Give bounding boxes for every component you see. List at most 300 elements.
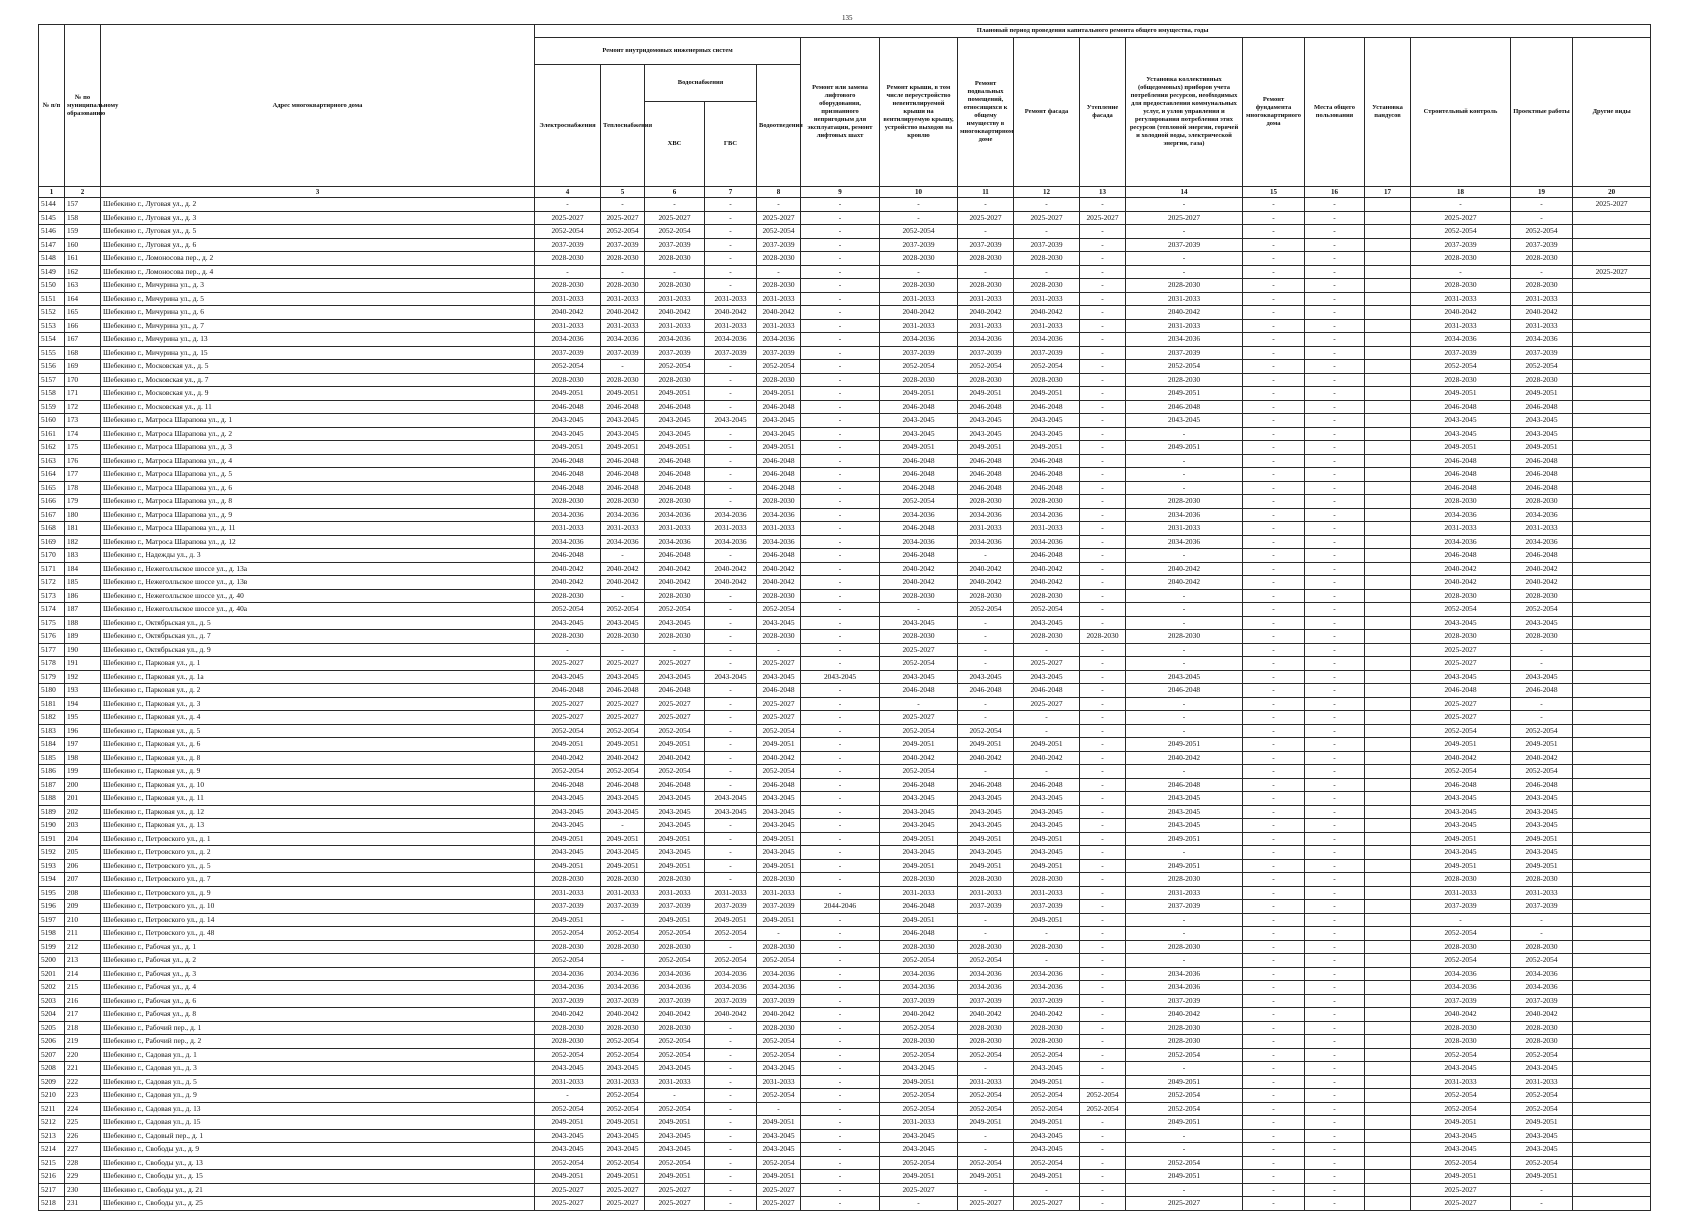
cell-design: 2046-2048 — [1511, 684, 1573, 698]
column-number: 19 — [1511, 187, 1573, 198]
cell-meters: 2049-2051 — [1126, 859, 1243, 873]
table-row — [39, 792, 1651, 806]
table-row — [39, 1116, 1651, 1130]
cell-row-num: 5189 — [39, 805, 65, 819]
cell-meters: - — [1126, 225, 1243, 239]
cell-lift: - — [801, 238, 880, 252]
cell-drain: 2049-2051 — [757, 859, 801, 873]
cell-control: 2046-2048 — [1411, 549, 1511, 563]
table-row — [39, 684, 1651, 698]
cell-address: Шебекино г., Матроса Шарапова ул., д. 11 — [101, 522, 535, 536]
cell-row-num: 5157 — [39, 373, 65, 387]
cell-heat: 2052-2054 — [601, 1035, 645, 1049]
cell-basement: 2046-2048 — [958, 400, 1014, 414]
cell-lift: - — [801, 684, 880, 698]
cell-control: 2028-2030 — [1411, 1035, 1511, 1049]
cell-foundation: - — [1243, 792, 1305, 806]
cell-address: Шебекино г., Парковая ул., д. 13 — [101, 819, 535, 833]
cell-meters: - — [1126, 198, 1243, 212]
cell-row-num: 5207 — [39, 1048, 65, 1062]
cell-facade: 2040-2042 — [1014, 562, 1080, 576]
cell-heat: 2025-2027 — [601, 657, 645, 671]
cell-facade: 2049-2051 — [1014, 832, 1080, 846]
cell-row-num: 5176 — [39, 630, 65, 644]
cell-foundation: - — [1243, 954, 1305, 968]
cell-electro: 2034-2036 — [535, 981, 601, 995]
cell-electro: 2046-2048 — [535, 481, 601, 495]
table-row — [39, 454, 1651, 468]
cell-design: 2043-2045 — [1511, 846, 1573, 860]
cell-meters: 2046-2048 — [1126, 400, 1243, 414]
cell-mun-num: 201 — [65, 792, 101, 806]
cell-control: 2028-2030 — [1411, 252, 1511, 266]
cell-basement: 2043-2045 — [958, 414, 1014, 428]
cell-hvs: 2025-2027 — [645, 697, 705, 711]
cell-hvs: 2040-2042 — [645, 576, 705, 590]
cell-control: 2046-2048 — [1411, 481, 1511, 495]
cell-electro: 2046-2048 — [535, 454, 601, 468]
cell-mun-num: 227 — [65, 1143, 101, 1157]
cell-lift: - — [801, 1143, 880, 1157]
cell-ramps — [1365, 603, 1411, 617]
cell-facade: 2028-2030 — [1014, 940, 1080, 954]
cell-insulation: - — [1080, 346, 1126, 360]
table-row — [39, 279, 1651, 293]
table-row — [39, 441, 1651, 455]
cell-insulation: - — [1080, 738, 1126, 752]
cell-address: Шебекино г., Рабочая ул., д. 8 — [101, 1008, 535, 1022]
cell-heat: 2037-2039 — [601, 346, 645, 360]
cell-drain: 2046-2048 — [757, 481, 801, 495]
cell-foundation: - — [1243, 832, 1305, 846]
cell-meters: 2040-2042 — [1126, 562, 1243, 576]
cell-row-num: 5172 — [39, 576, 65, 590]
header-hvs: ХВС — [645, 102, 705, 187]
cell-address: Шебекино г., Парковая ул., д. 8 — [101, 751, 535, 765]
cell-insulation: - — [1080, 225, 1126, 239]
cell-ramps — [1365, 292, 1411, 306]
cell-roof: 2037-2039 — [880, 346, 958, 360]
cell-electro: 2049-2051 — [535, 738, 601, 752]
cell-control: 2043-2045 — [1411, 616, 1511, 630]
cell-heat: 2025-2027 — [601, 711, 645, 725]
cell-row-num: 5153 — [39, 319, 65, 333]
cell-gvs: - — [705, 657, 757, 671]
cell-heat: 2040-2042 — [601, 562, 645, 576]
table-row — [39, 373, 1651, 387]
cell-row-num: 5183 — [39, 724, 65, 738]
cell-common: - — [1305, 319, 1365, 333]
cell-drain: 2049-2051 — [757, 1170, 801, 1184]
cell-control: 2046-2048 — [1411, 684, 1511, 698]
header-meters: Установка коллективных (общедомовых) приборов учета потребления ресурсов, необходимых для предоставления коммунальных услуг, и узлов управления и регулирования потребления этих ресурсов (тепловой энергии, горячей и холодной воды, электрической энергии, газа) — [1126, 38, 1243, 187]
cell-common: - — [1305, 468, 1365, 482]
cell-foundation: - — [1243, 1021, 1305, 1035]
cell-facade: 2043-2045 — [1014, 1143, 1080, 1157]
cell-meters: 2028-2030 — [1126, 630, 1243, 644]
cell-roof: 2031-2033 — [880, 319, 958, 333]
cell-design: 2040-2042 — [1511, 562, 1573, 576]
cell-meters: 2031-2033 — [1126, 292, 1243, 306]
cell-common: - — [1305, 994, 1365, 1008]
table-row — [39, 1048, 1651, 1062]
cell-roof: 2046-2048 — [880, 522, 958, 536]
cell-mun-num: 158 — [65, 211, 101, 225]
cell-hvs: 2028-2030 — [645, 252, 705, 266]
cell-drain: 2037-2039 — [757, 238, 801, 252]
cell-foundation: - — [1243, 265, 1305, 279]
cell-ramps — [1365, 643, 1411, 657]
cell-meters: 2040-2042 — [1126, 1008, 1243, 1022]
cell-heat: 2043-2045 — [601, 846, 645, 860]
cell-row-num: 5182 — [39, 711, 65, 725]
cell-roof: - — [880, 265, 958, 279]
cell-facade: 2046-2048 — [1014, 778, 1080, 792]
cell-row-num: 5202 — [39, 981, 65, 995]
cell-roof: 2040-2042 — [880, 306, 958, 320]
cell-heat: - — [601, 549, 645, 563]
table-row — [39, 1008, 1651, 1022]
cell-meters: - — [1126, 643, 1243, 657]
cell-ramps — [1365, 832, 1411, 846]
cell-facade: 2049-2051 — [1014, 1116, 1080, 1130]
table-row — [39, 954, 1651, 968]
column-number: 10 — [880, 187, 958, 198]
cell-address: Шебекино г., Петровского ул., д. 7 — [101, 873, 535, 887]
cell-common: - — [1305, 846, 1365, 860]
cell-insulation: - — [1080, 549, 1126, 563]
cell-roof: 2043-2045 — [880, 616, 958, 630]
cell-meters: 2049-2051 — [1126, 1075, 1243, 1089]
cell-common: - — [1305, 441, 1365, 455]
column-number: 20 — [1573, 187, 1651, 198]
cell-lift: - — [801, 549, 880, 563]
cell-lift: - — [801, 630, 880, 644]
cell-roof: 2046-2048 — [880, 454, 958, 468]
header-engineering: Ремонт внутридомовых инженерных систем — [535, 38, 801, 65]
cell-control: 2043-2045 — [1411, 1062, 1511, 1076]
cell-control: - — [1411, 913, 1511, 927]
cell-hvs: 2046-2048 — [645, 468, 705, 482]
cell-mun-num: 221 — [65, 1062, 101, 1076]
cell-drain: 2049-2051 — [757, 738, 801, 752]
cell-design: 2031-2033 — [1511, 319, 1573, 333]
cell-mun-num: 170 — [65, 373, 101, 387]
cell-foundation: - — [1243, 616, 1305, 630]
cell-address: Шебекино г., Свободы ул., д. 15 — [101, 1170, 535, 1184]
cell-electro: 2028-2030 — [535, 495, 601, 509]
table-row — [39, 1102, 1651, 1116]
table-row — [39, 724, 1651, 738]
cell-meters: 2028-2030 — [1126, 873, 1243, 887]
cell-insulation: - — [1080, 1156, 1126, 1170]
cell-gvs: - — [705, 1197, 757, 1211]
cell-drain: 2025-2027 — [757, 711, 801, 725]
cell-address: Шебекино г., Октябрьская ул., д. 7 — [101, 630, 535, 644]
column-number: 17 — [1365, 187, 1411, 198]
cell-foundation: - — [1243, 900, 1305, 914]
cell-facade: 2049-2051 — [1014, 1170, 1080, 1184]
cell-drain: 2037-2039 — [757, 994, 801, 1008]
cell-common: - — [1305, 697, 1365, 711]
cell-control: 2028-2030 — [1411, 940, 1511, 954]
cell-control: 2043-2045 — [1411, 414, 1511, 428]
cell-meters: 2028-2030 — [1126, 940, 1243, 954]
cell-gvs: - — [705, 279, 757, 293]
cell-row-num: 5209 — [39, 1075, 65, 1089]
cell-hvs: 2031-2033 — [645, 319, 705, 333]
cell-foundation: - — [1243, 711, 1305, 725]
cell-basement: 2052-2054 — [958, 360, 1014, 374]
cell-lift: - — [801, 346, 880, 360]
cell-electro: 2043-2045 — [535, 414, 601, 428]
cell-facade: - — [1014, 198, 1080, 212]
cell-mun-num: 183 — [65, 549, 101, 563]
cell-lift: - — [801, 265, 880, 279]
cell-insulation: - — [1080, 765, 1126, 779]
cell-insulation: - — [1080, 414, 1126, 428]
cell-electro: 2043-2045 — [535, 616, 601, 630]
cell-facade: 2049-2051 — [1014, 738, 1080, 752]
cell-hvs: 2046-2048 — [645, 778, 705, 792]
cell-ramps — [1365, 873, 1411, 887]
cell-facade: 2046-2048 — [1014, 454, 1080, 468]
cell-design: 2043-2045 — [1511, 805, 1573, 819]
repair-schedule-sheet — [38, 24, 1650, 1211]
cell-meters: 2043-2045 — [1126, 819, 1243, 833]
cell-drain: 2040-2042 — [757, 576, 801, 590]
cell-common: - — [1305, 873, 1365, 887]
cell-facade: 2037-2039 — [1014, 994, 1080, 1008]
cell-hvs: 2043-2045 — [645, 616, 705, 630]
cell-address: Шебекино г., Нежеголльское шоссе ул., д. 13в — [101, 576, 535, 590]
cell-gvs: 2037-2039 — [705, 994, 757, 1008]
cell-electro: 2052-2054 — [535, 225, 601, 239]
cell-meters: - — [1126, 454, 1243, 468]
cell-foundation: - — [1243, 252, 1305, 266]
column-number: 18 — [1411, 187, 1511, 198]
cell-heat: 2046-2048 — [601, 468, 645, 482]
cell-insulation: - — [1080, 292, 1126, 306]
cell-other — [1573, 238, 1651, 252]
header-other: Другие виды — [1573, 38, 1651, 187]
cell-common: - — [1305, 1075, 1365, 1089]
cell-drain: - — [757, 1102, 801, 1116]
cell-electro: 2025-2027 — [535, 1183, 601, 1197]
cell-lift: - — [801, 994, 880, 1008]
cell-ramps — [1365, 711, 1411, 725]
cell-heat: 2028-2030 — [601, 873, 645, 887]
cell-heat: 2043-2045 — [601, 1129, 645, 1143]
cell-control: 2031-2033 — [1411, 886, 1511, 900]
cell-other — [1573, 225, 1651, 239]
table-row — [39, 1035, 1651, 1049]
cell-meters: 2031-2033 — [1126, 886, 1243, 900]
cell-common: - — [1305, 225, 1365, 239]
cell-meters: - — [1126, 616, 1243, 630]
cell-meters: 2031-2033 — [1126, 522, 1243, 536]
cell-foundation: - — [1243, 468, 1305, 482]
cell-heat: - — [601, 589, 645, 603]
cell-electro: 2034-2036 — [535, 508, 601, 522]
cell-row-num: 5197 — [39, 913, 65, 927]
cell-roof: 2034-2036 — [880, 508, 958, 522]
cell-row-num: 5147 — [39, 238, 65, 252]
header-heat: Теплоснабжения — [601, 65, 645, 187]
cell-mun-num: 211 — [65, 927, 101, 941]
cell-roof: 2052-2054 — [880, 1048, 958, 1062]
cell-hvs: 2040-2042 — [645, 562, 705, 576]
cell-foundation: - — [1243, 751, 1305, 765]
cell-drain: 2043-2045 — [757, 846, 801, 860]
cell-basement: 2031-2033 — [958, 319, 1014, 333]
cell-facade: - — [1014, 711, 1080, 725]
cell-roof: 2046-2048 — [880, 400, 958, 414]
cell-design: 2049-2051 — [1511, 1170, 1573, 1184]
cell-design: 2028-2030 — [1511, 495, 1573, 509]
table-row — [39, 1129, 1651, 1143]
cell-mun-num: 219 — [65, 1035, 101, 1049]
cell-mun-num: 222 — [65, 1075, 101, 1089]
cell-address: Шебекино г., Парковая ул., д. 4 — [101, 711, 535, 725]
cell-basement: 2028-2030 — [958, 495, 1014, 509]
cell-common: - — [1305, 1089, 1365, 1103]
cell-mun-num: 228 — [65, 1156, 101, 1170]
cell-meters: - — [1126, 1183, 1243, 1197]
cell-design: 2034-2036 — [1511, 333, 1573, 347]
cell-gvs: - — [705, 265, 757, 279]
cell-roof: 2049-2051 — [880, 441, 958, 455]
cell-ramps — [1365, 765, 1411, 779]
cell-heat: 2025-2027 — [601, 1197, 645, 1211]
table-row — [39, 1183, 1651, 1197]
cell-other — [1573, 697, 1651, 711]
cell-design: 2049-2051 — [1511, 1116, 1573, 1130]
cell-lift: - — [801, 603, 880, 617]
cell-foundation: - — [1243, 373, 1305, 387]
cell-electro: 2043-2045 — [535, 670, 601, 684]
cell-roof: 2031-2033 — [880, 886, 958, 900]
cell-insulation: 2052-2054 — [1080, 1102, 1126, 1116]
cell-roof: - — [880, 211, 958, 225]
cell-common: - — [1305, 508, 1365, 522]
cell-row-num: 5162 — [39, 441, 65, 455]
cell-ramps — [1365, 333, 1411, 347]
cell-basement: 2046-2048 — [958, 481, 1014, 495]
table-row — [39, 643, 1651, 657]
cell-basement: 2049-2051 — [958, 1116, 1014, 1130]
cell-hvs: 2052-2054 — [645, 360, 705, 374]
table-row — [39, 913, 1651, 927]
table-row — [39, 360, 1651, 374]
cell-heat: - — [601, 819, 645, 833]
cell-hvs: 2037-2039 — [645, 994, 705, 1008]
cell-drain: 2028-2030 — [757, 373, 801, 387]
cell-heat: 2025-2027 — [601, 1183, 645, 1197]
cell-electro: 2049-2051 — [535, 913, 601, 927]
cell-drain: - — [757, 927, 801, 941]
cell-insulation: - — [1080, 643, 1126, 657]
cell-address: Шебекино г., Рабочая ул., д. 3 — [101, 967, 535, 981]
table-row — [39, 562, 1651, 576]
cell-ramps — [1365, 1156, 1411, 1170]
cell-insulation: 2028-2030 — [1080, 630, 1126, 644]
cell-row-num: 5151 — [39, 292, 65, 306]
cell-address: Шебекино г., Нежеголльское шоссе ул., д. 13а — [101, 562, 535, 576]
cell-row-num: 5214 — [39, 1143, 65, 1157]
cell-lift: - — [801, 873, 880, 887]
cell-insulation: - — [1080, 954, 1126, 968]
cell-address: Шебекино г., Матроса Шарапова ул., д. 8 — [101, 495, 535, 509]
cell-mun-num: 195 — [65, 711, 101, 725]
cell-lift: - — [801, 1156, 880, 1170]
cell-design: - — [1511, 1197, 1573, 1211]
cell-gvs: 2031-2033 — [705, 292, 757, 306]
column-number: 5 — [601, 187, 645, 198]
cell-gvs: - — [705, 238, 757, 252]
cell-gvs: - — [705, 940, 757, 954]
cell-basement: 2052-2054 — [958, 1102, 1014, 1116]
cell-gvs: 2052-2054 — [705, 927, 757, 941]
cell-roof: 2037-2039 — [880, 994, 958, 1008]
cell-control: 2043-2045 — [1411, 792, 1511, 806]
cell-heat: - — [601, 954, 645, 968]
cell-drain: 2043-2045 — [757, 427, 801, 441]
cell-insulation: 2025-2027 — [1080, 211, 1126, 225]
cell-mun-num: 231 — [65, 1197, 101, 1211]
cell-other — [1573, 1170, 1651, 1184]
cell-basement: 2028-2030 — [958, 589, 1014, 603]
cell-row-num: 5201 — [39, 967, 65, 981]
cell-facade: 2028-2030 — [1014, 252, 1080, 266]
cell-address: Шебекино г., Садовая ул., д. 9 — [101, 1089, 535, 1103]
cell-facade: 2052-2054 — [1014, 1048, 1080, 1062]
cell-row-num: 5149 — [39, 265, 65, 279]
cell-ramps — [1365, 1183, 1411, 1197]
cell-gvs: 2040-2042 — [705, 562, 757, 576]
cell-ramps — [1365, 1089, 1411, 1103]
cell-foundation: - — [1243, 454, 1305, 468]
cell-ramps — [1365, 319, 1411, 333]
cell-heat: 2031-2033 — [601, 292, 645, 306]
column-number: 13 — [1080, 187, 1126, 198]
cell-foundation: - — [1243, 913, 1305, 927]
cell-hvs: - — [645, 198, 705, 212]
cell-lift: - — [801, 1102, 880, 1116]
cell-lift: - — [801, 252, 880, 266]
cell-address: Шебекино г., Петровского ул., д. 9 — [101, 886, 535, 900]
cell-hvs: 2028-2030 — [645, 589, 705, 603]
cell-hvs: 2052-2054 — [645, 1156, 705, 1170]
cell-drain: 2040-2042 — [757, 562, 801, 576]
cell-meters: 2052-2054 — [1126, 1156, 1243, 1170]
cell-heat: 2031-2033 — [601, 522, 645, 536]
cell-roof: 2031-2033 — [880, 1116, 958, 1130]
cell-insulation: - — [1080, 1075, 1126, 1089]
cell-insulation: - — [1080, 778, 1126, 792]
cell-gvs: - — [705, 1183, 757, 1197]
cell-mun-num: 220 — [65, 1048, 101, 1062]
cell-control: 2052-2054 — [1411, 927, 1511, 941]
cell-roof: 2028-2030 — [880, 373, 958, 387]
cell-lift: - — [801, 792, 880, 806]
cell-mun-num: 160 — [65, 238, 101, 252]
cell-roof: 2028-2030 — [880, 630, 958, 644]
cell-gvs: - — [705, 1129, 757, 1143]
cell-ramps — [1365, 819, 1411, 833]
cell-control: 2034-2036 — [1411, 967, 1511, 981]
cell-other — [1573, 967, 1651, 981]
